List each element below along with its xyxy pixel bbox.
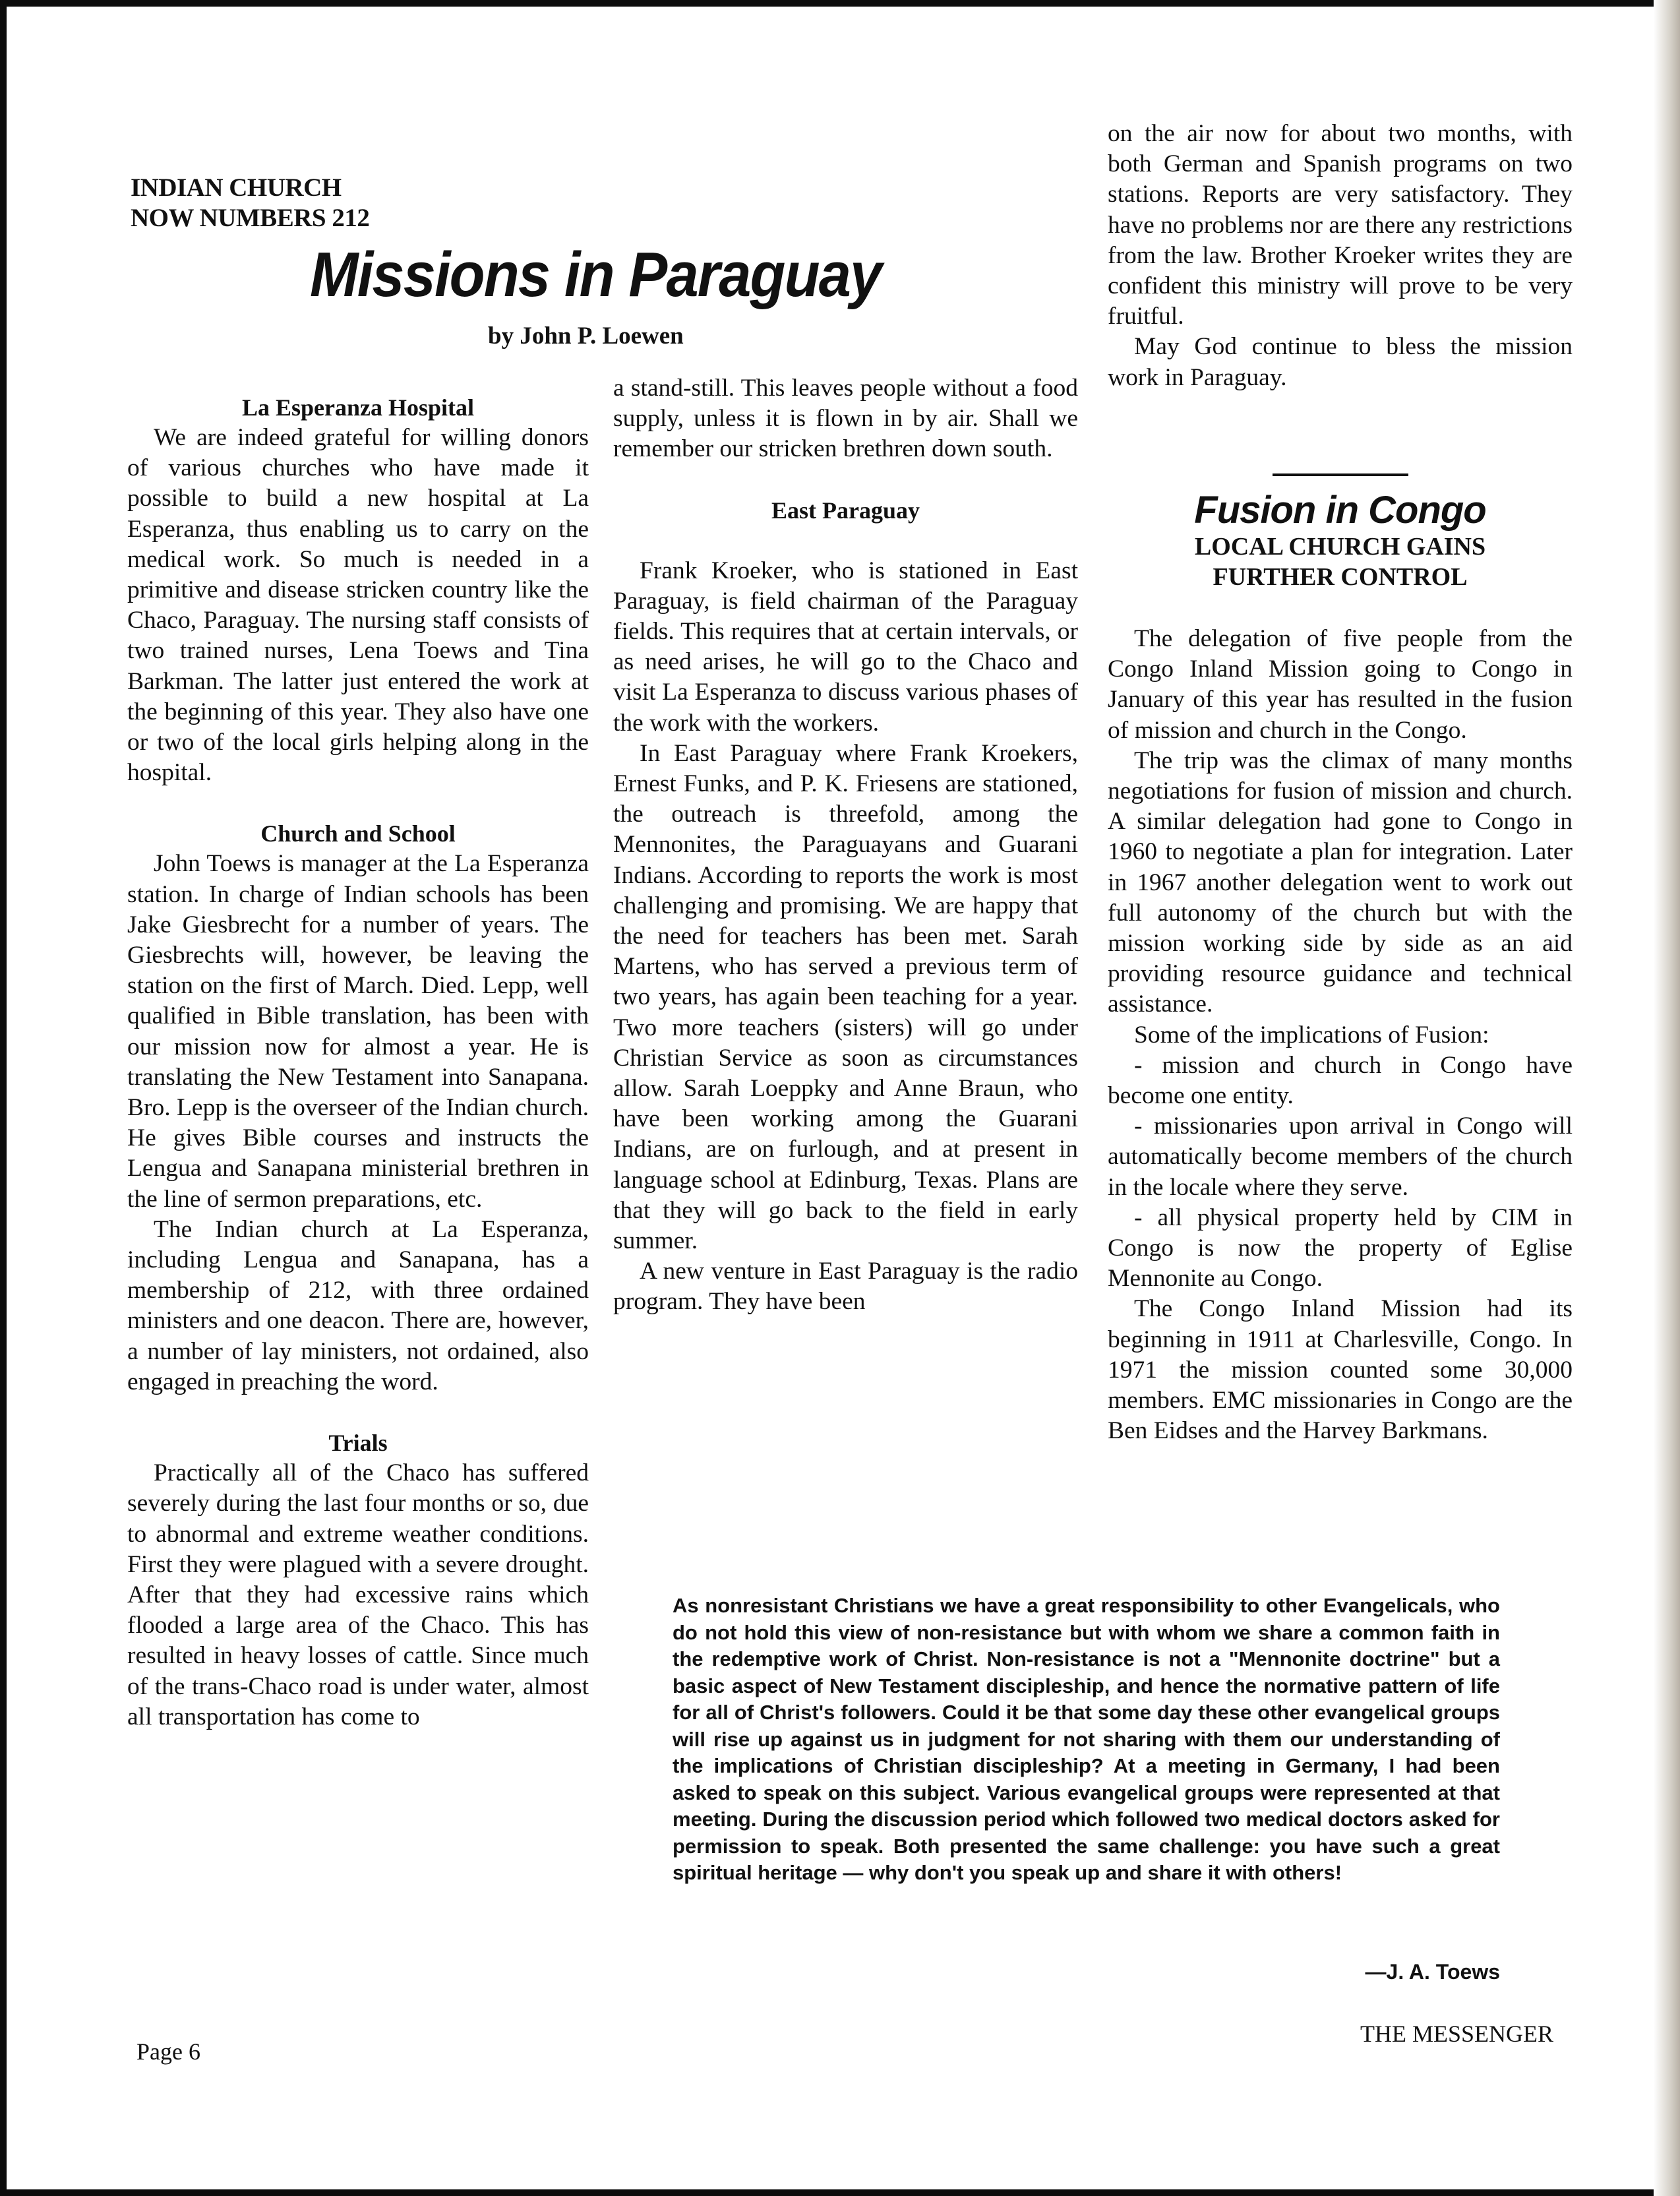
fusion-body — [1108, 624, 1573, 1446]
publication-name: THE MESSENGER — [1360, 2021, 1554, 2047]
heading-church-school: Church and School — [260, 820, 456, 847]
fusion-subtitle-line-1: LOCAL CHURCH GAINS — [1194, 533, 1486, 561]
east-paragraph-2: In East Paraguay where Frank Kroekers, Ernest Funks, and P. K. Friesens are stationed, the outreach is threefold, among the Mennonites, the Paraguayans and Guarani Indians. According to reports the work is most challenging and promising. We are happy that the need for teachers has been met. Sarah Martens, who has served a previous term of two years, has again been teaching for a year. Two more teachers (sisters) will go under Christian Service as soon as circumstances allow. Sarah Loeppky and Anne Braun, who have been working among the Guarani Indians, are on furlough, and at present in language school at Edinburg, Texas. Plans are that they will go back to the field in early summer. — [613, 739, 1078, 1255]
fusion-subtitle-line-2: FURTHER CONTROL — [1213, 563, 1468, 591]
kicker-line-2: NOW NUMBERS 212 — [131, 204, 370, 232]
trials-paragraph-1: Practically all of the Chaco has suffered severely during the last four months or so, due to abnormal and extreme weather conditions. First they were plagued with a severe drought. After that they had excessive rains which flooded a large area of the Chaco. This has resulted in heavy losses of cattle. Since much of the trans-Chaco road is under water, almost all transportation has come to — [127, 1459, 589, 1730]
east-paragraph-1: Frank Kroeker, who is stationed in East Paraguay, is field chairman of the Paraguay fields. This requires that at certain intervals, or as need arises, he will go to the Chaco and visit La Esperanza to discuss various phases of the work with the workers. — [613, 557, 1078, 737]
section-divider — [1273, 473, 1408, 476]
fusion-paragraph-1: The delegation of five people from the Congo Inland Mission going to Congo in January of this year has resulted in the fusion of mission and church in the Congo. — [1108, 625, 1573, 744]
school-paragraph-2: The Indian church at La Esperanza, including Lengua and Sanapana, has a membership of 212, with three ordained ministers and one deacon. There are, however, a number of lay ministers, not ordained, also engaged in preaching the word. — [127, 1215, 589, 1395]
trials-paragraph-2: a stand-still. This leaves people without a food supply, unless it is flown in by air. Shall we remember our stricken brethren down south. — [613, 375, 1078, 463]
fusion-paragraph-2: The trip was the climax of many months negotiations for fusion of mission and church. A similar delegation had gone to Congo in 1960 to negotiate a plan for integration. Later in 1967 another delegation went to work out full autonomy of the church but with the mission working side by side as an aid providing resource guidance and technical assistance. — [1108, 747, 1573, 1018]
heading-east-paraguay: East Paraguay — [771, 497, 920, 524]
fusion-subtitle — [1108, 532, 1573, 592]
fusion-bullet-3: - all physical property held by CIM in Congo is now the property of Eglise Mennonite au Congo. — [1108, 1204, 1573, 1293]
fusion-bullet-1: - mission and church in Congo have become one entity. — [1108, 1051, 1573, 1110]
hospital-paragraph: We are indeed grateful for willing donors of various churches who have made it possible to build a new hospital at La Esperanza, thus enabling us to carry on the medical work. So much is needed in a primitive and disease stricken country like the Chaco, Paraguay. The nursing staff consists of two trained nurses, Lena Toews and Tina Barkman. The latter just entered the work at the beginning of this year. They also have one or two of the local girls helping along in the hospital. — [127, 424, 589, 787]
column-2 — [613, 373, 1078, 1318]
pull-quote: As nonresistant Christians we have a great responsibility to other Evangelicals, who do not hold this view of non-resistance but with whom we share a common faith in the redemptive work of Christ. Non-resistance is not a "Mennonite doctrine" but a basic aspect of New Testament discipleship, and hence the normative pattern of life for all of Christ's followers. Could it be that some day these other evangelical groups will rise up against us in judgment for not sharing with them our understanding of the implications of Christian discipleship? At a meeting in Germany, I had been asked to speak on this subject. Various evangelical groups were represented at that meeting. During the discussion period which followed two medical doctors asked for permission to speak. Both presented the same challenge: you have such a great spiritual heritage — why don't you speak up and share it with others! — [673, 1594, 1500, 1884]
page-number: Page 6 — [136, 2038, 200, 2065]
school-paragraph-1: John Toews is manager at the La Esperanza station. In charge of Indian schools has been Jake Giesbrecht for a number of years. The Giesbrechts will, however, be leaving the station on the first of March. Died. Lepp, well qualified in Bible translation, has been with our mission now for almost a year. He is translating the New Testament into Sanapana. Bro. Lepp is the overseer of the Indian church. He gives Bible courses and instructs the Lengua and Sanapana ministerial brethren in the line of sermon preparations, etc. — [127, 850, 589, 1213]
article-title: Missions in Paraguay — [310, 239, 882, 310]
east-paragraph-5: May God continue to bless the mission work in Paraguay. — [1108, 333, 1573, 391]
east-paragraph-4: on the air now for about two months, with both German and Spanish programs on two stations. Reports are very satisfactory. They have no problems nor are there any restrictions from the law. Brother Kroeker writes they are confident this ministry will prove to be very fruitful. — [1108, 120, 1573, 330]
quote-author: —J. A. Toews — [1365, 1960, 1500, 1984]
kicker-line-1: INDIAN CHURCH — [131, 173, 342, 202]
fusion-bullet-2: - missionaries upon arrival in Congo will automatically become members of the church in the locale where they serve. — [1108, 1113, 1573, 1201]
column-1 — [127, 392, 589, 1732]
fusion-paragraph-4: The Congo Inland Mission had its beginning in 1911 at Charlesville, Congo. In 1971 the mission counted some 30,000 members. EMC missionaries in Congo are the Ben Eidses and the Harvey Barkmans. — [1108, 1295, 1573, 1445]
fusion-paragraph-3: Some of the implications of Fusion: — [1134, 1021, 1489, 1049]
heading-trials: Trials — [328, 1430, 388, 1457]
page-edge-shadow — [1654, 0, 1680, 2196]
kicker — [131, 173, 369, 233]
heading-hospital: La Esperanza Hospital — [241, 394, 475, 421]
byline: by John P. Loewen — [488, 322, 684, 350]
column-3 — [1108, 119, 1573, 393]
fusion-title: Fusion in Congo — [1194, 489, 1486, 532]
east-paragraph-3: A new venture in East Paraguay is the radio program. They have been — [613, 1258, 1078, 1316]
